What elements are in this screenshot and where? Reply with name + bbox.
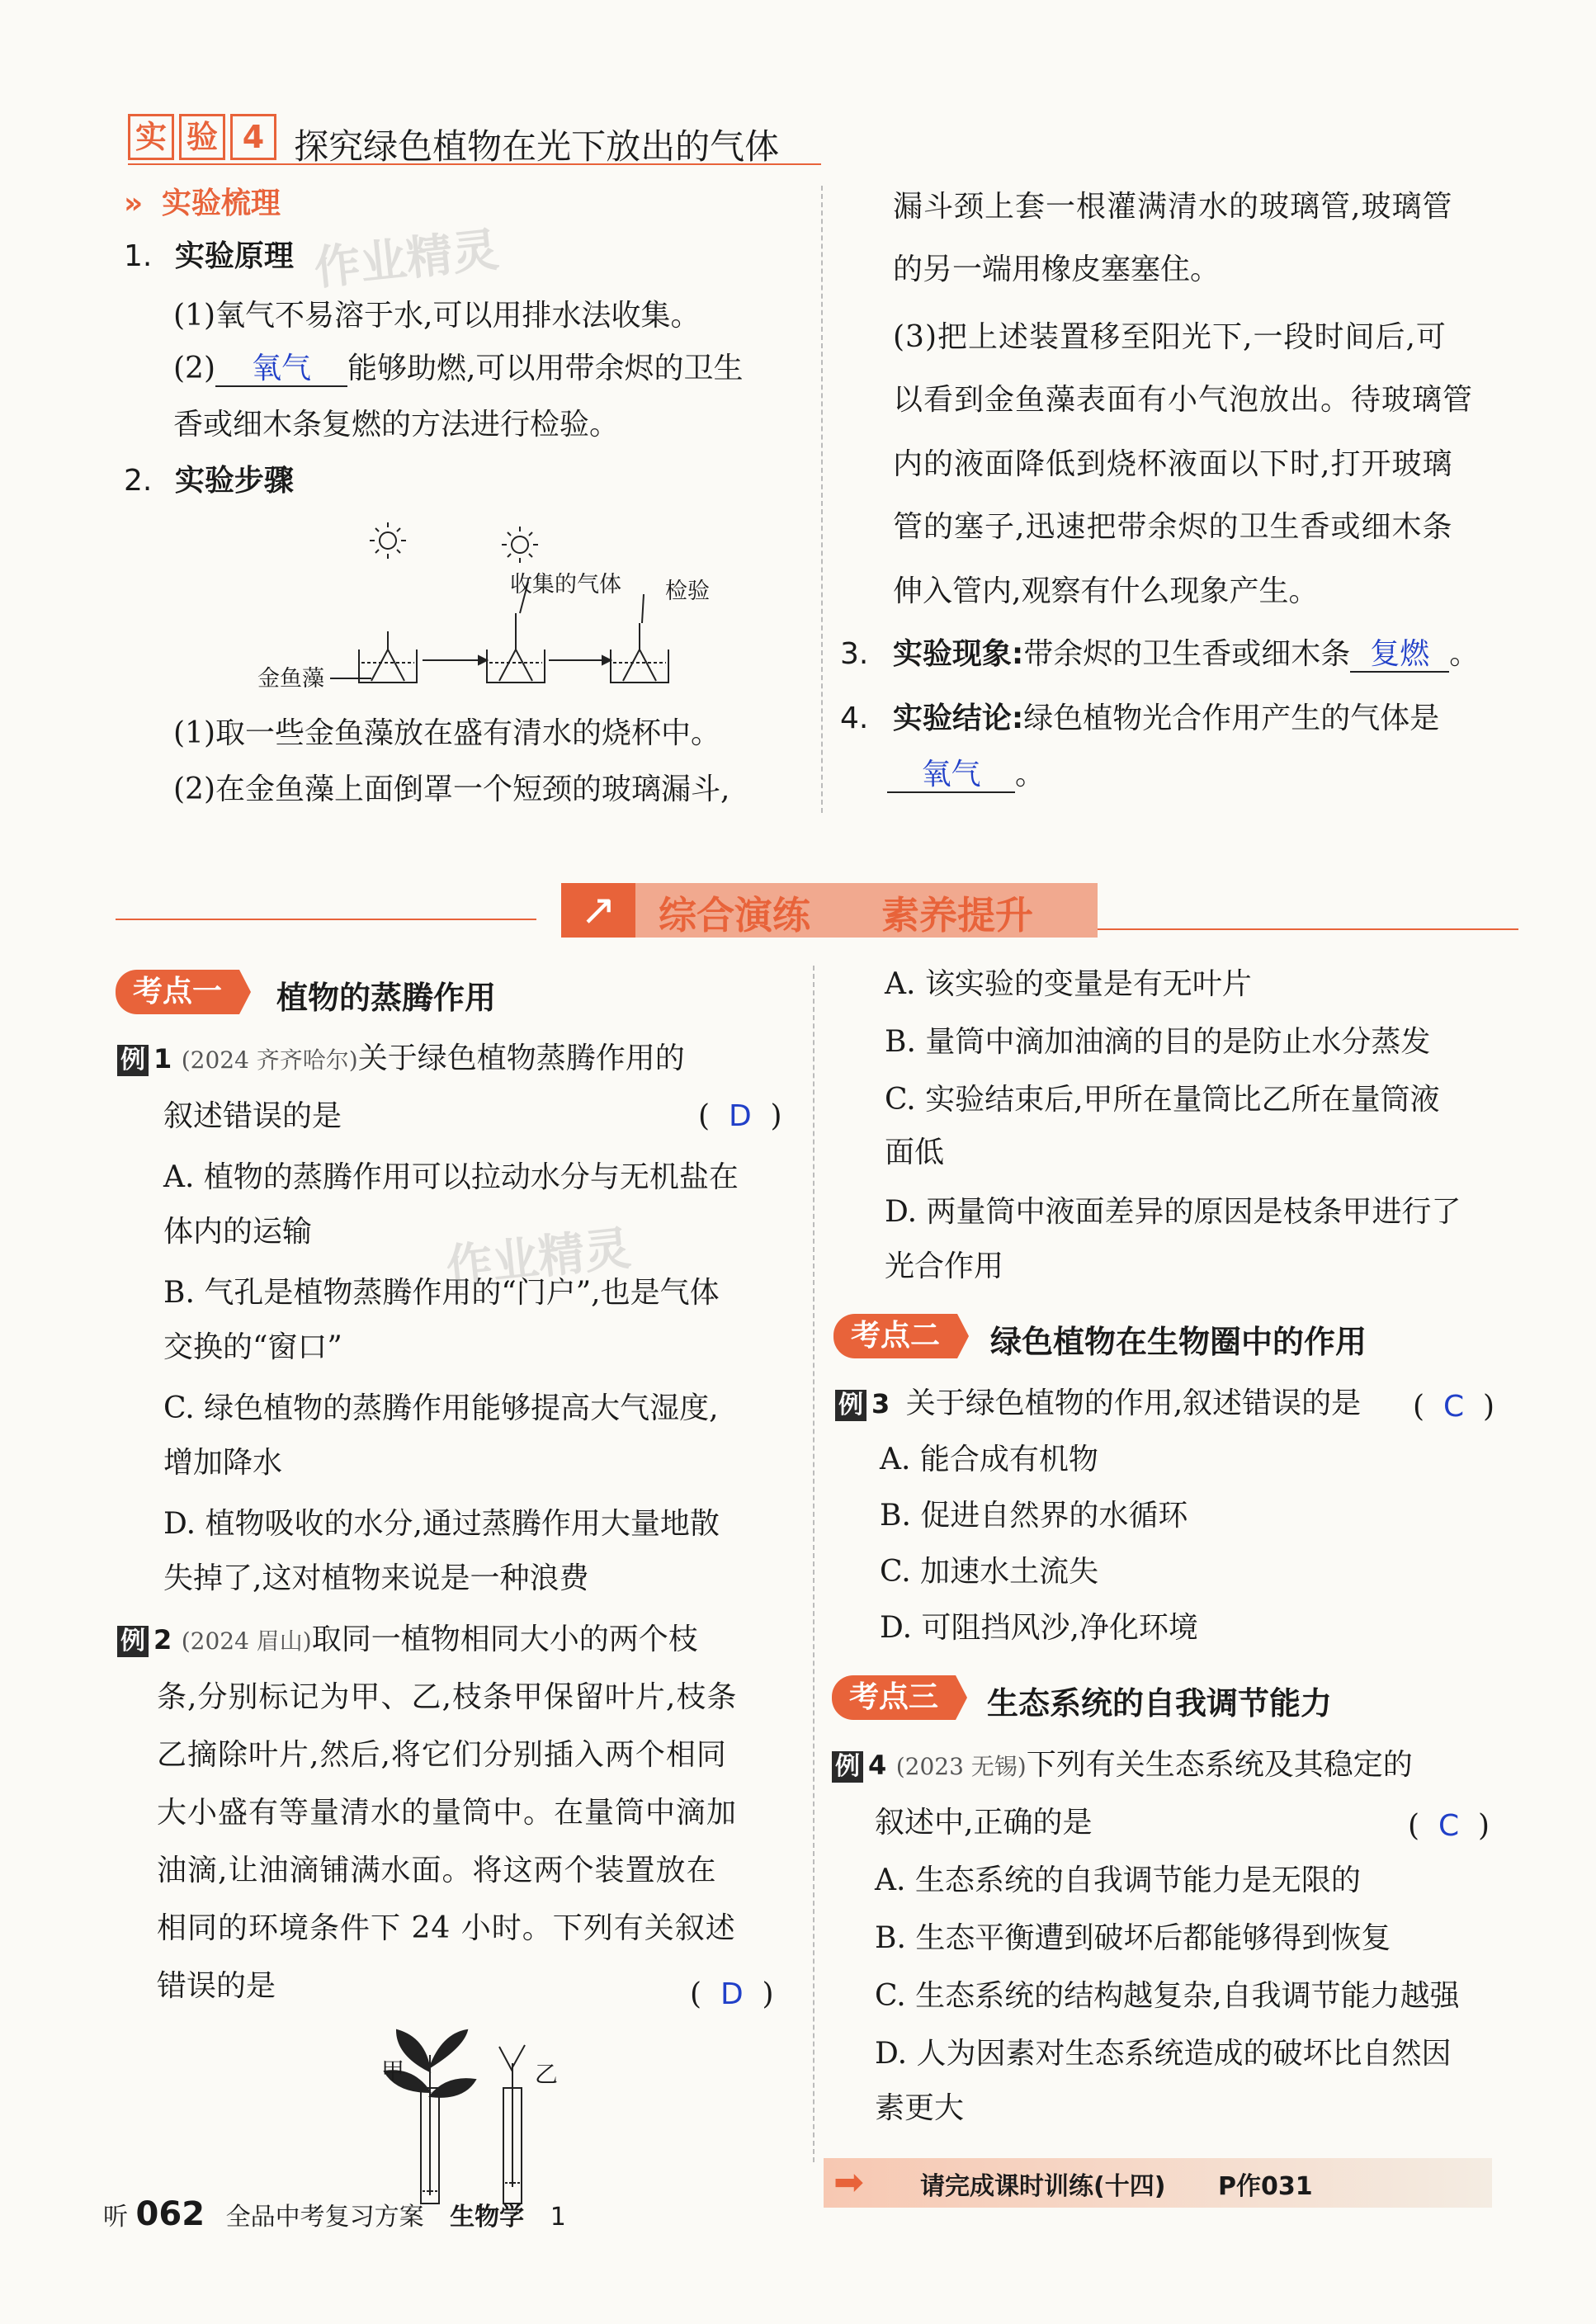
volume: 1 [550,2203,566,2232]
step-1: (1)取一些金鱼藻放在盛有清水的烧杯中。 [173,716,720,750]
item1-heading: 1. 实验原理 [124,239,294,273]
item4-answer: 氧气 。 [887,758,1045,793]
principle-line-1: (1)氧气不易溶于水,可以用排水法收集。 [173,299,701,333]
kp3-tag: 考点三 [832,1675,956,1720]
item4: 4. 实验结论:绿色植物光合作用产生的气体是 [840,701,1440,735]
principle-line-3: 香或细木条复燃的方法进行检验。 [173,408,620,442]
ex2-option-c-cont: 面低 [885,1136,945,1169]
ex1-answer-bracket: ( D ) [698,1099,782,1133]
kp2-title: 绿色植物在生物圈中的作用 [990,1324,1367,1360]
ex2-stem-line-1: 例 2 (2024 眉山)取同一植物相同大小的两个枝 [117,1623,698,1657]
ex2-stem-line-4: 大小盛有等量清水的量筒中。在量筒中滴加 [157,1796,738,1830]
ex4-option-d: D. 人为因素对生态系统造成的破坏比自然因 [875,2037,1452,2071]
ex1-option-d-cont: 失掉了,这对植物来说是一种浪费 [163,1561,589,1595]
banner-title-right: 素养提升 [881,893,1033,938]
ex3-option-b: B. 促进自然界的水循环 [880,1499,1188,1533]
ex2-label: 例 [117,1626,149,1657]
ex4-stem-line-2: 叙述中,正确的是 [875,1806,1093,1840]
ex2-figure-label-a: 甲 [381,2057,405,2085]
ex2-answer-bracket: ( D ) [690,1977,774,2011]
step-2: (2)在金鱼藻上面倒罩一个短颈的玻璃漏斗, [173,772,730,806]
arrow-right-icon: ➡ [833,2161,864,2204]
banner-title-left: 综合演练 [659,893,810,938]
sun-icon [502,527,538,563]
step-3-line-3: 内的液面降低到烧杯液面以下时,打开玻璃 [893,447,1453,481]
chevron-right-icon: » [124,187,144,220]
ex4-stem-line-1: 例 4 (2023 无锡)下列有关生态系统及其稳定的 [832,1748,1413,1783]
ex1-stem-line-1: 例 1 (2024 齐齐哈尔)关于绿色植物蒸腾作用的 [117,1042,685,1076]
ex3-option-c: C. 加速水土流失 [880,1555,1099,1589]
ex3-label: 例 [835,1390,866,1421]
ex2-stem-line-6: 相同的环境条件下 24 小时。下列有关叙述 [157,1911,736,1945]
watermark: 作业精灵 [311,223,502,296]
ex2-option-b: B. 量筒中滴加油滴的目的是防止水分蒸发 [885,1025,1431,1059]
banner-rule-right [1098,928,1518,930]
item3: 3. 实验现象:带余烬的卫生香或细木条 复燃 。 [840,637,1479,673]
ex4-answer: C [1438,1809,1460,1843]
ex2-stem-line-7: 错误的是 [157,1969,276,2003]
ex3-answer: C [1443,1390,1465,1424]
exp-box-3: 4 [230,114,276,160]
ex1-stem-line-2: 叙述错误的是 [163,1099,342,1133]
ex1-option-b: B. 气孔是植物蒸腾作用的“门户”,也是气体 [163,1276,720,1310]
step-3-line-1: (3)把上述装置移至阳光下,一段时间后,可 [893,320,1447,354]
subject: 生物学 [450,2203,525,2232]
ex1-option-a-cont: 体内的运输 [163,1215,313,1249]
kp2-tag: 考点二 [833,1314,957,1358]
ex2-answer: D [720,1977,744,2011]
ex3-option-d: D. 可阻挡风沙,净化环境 [880,1611,1198,1645]
ex1-option-d: D. 植物吸收的水分,通过蒸腾作用大量地散 [163,1507,720,1541]
page-number: 062 [135,2195,205,2233]
ex3-option-a: A. 能合成有机物 [880,1443,1098,1476]
ex3-stem: 例 3 关于绿色植物的作用,叙述错误的是 [835,1386,1361,1421]
ex2-option-d: D. 两量筒中液面差异的原因是枝条甲进行了 [885,1195,1461,1229]
ex4-answer-bracket: ( C ) [1408,1809,1490,1843]
column-divider-top [821,186,823,813]
ex1-option-c-cont: 增加降水 [163,1446,283,1480]
diagram-label-plant: 金鱼藻 [257,666,324,692]
ex3-answer-bracket: ( C ) [1413,1390,1495,1424]
step-2-cont-1: 漏斗颈上套一根灌满清水的玻璃管,玻璃管 [893,190,1453,224]
ex4-source: (2023 无锡) [895,1753,1027,1780]
book-title: 全品中考复习方案 [225,2203,424,2232]
ex4-option-c: C. 生态系统的结构越复杂,自我调节能力越强 [875,1979,1460,2013]
ex2-option-a: A. 该实验的变量是有无叶片 [885,967,1252,1001]
kp3-title: 生态系统的自我调节能力 [987,1685,1333,1722]
step-3-line-2: 以看到金鱼藻表面有小气泡放出。待玻璃管 [893,383,1474,417]
bare-branch-icon [499,2045,525,2204]
arrow-up-right-icon: ↗ [561,883,635,938]
kp1-title: 植物的蒸腾作用 [276,980,497,1016]
ex2-stem-line-5: 油滴,让油滴铺满水面。将这两个装置放在 [157,1854,717,1887]
cta-ref[interactable]: P作031 [1218,2172,1313,2201]
step-2-cont-2: 的另一端用橡皮塞塞住。 [893,253,1221,286]
diagram-label-check: 检验 [665,579,710,604]
ex1-label: 例 [117,1045,149,1076]
ex1-answer: D [728,1099,752,1133]
experiment-header [128,114,779,169]
ex1-source: (2024 齐齐哈尔) [181,1046,358,1074]
ex2-source: (2024 眉山) [181,1627,312,1655]
ex2-stem-line-2: 条,分别标记为甲、乙,枝条甲保留叶片,枝条 [157,1680,738,1714]
section-heading: » 实验梳理 [124,187,281,220]
ex2-figure [363,2022,578,2212]
step-3-line-4: 管的塞子,迅速把带余烬的卫生香或细木条 [893,510,1453,544]
sun-icon [370,522,406,559]
ex4-option-b: B. 生态平衡遭到破坏后都能够得到恢复 [875,1921,1391,1955]
ex2-stem-line-3: 乙摘除叶片,然后,将它们分别插入两个相同 [157,1738,727,1772]
ex4-option-a: A. 生态系统的自我调节能力是无限的 [875,1863,1361,1897]
ex1-option-c: C. 绿色植物的蒸腾作用能够提高大气湿度, [163,1391,719,1425]
principle-line-2: (2) 氧气 能够助燃,可以用带余烬的卫生 [173,352,743,387]
ex2-figure-label-b: 乙 [535,2061,559,2088]
exp-box-2: 验 [179,114,225,160]
ex4-option-d-cont: 素更大 [875,2091,965,2125]
banner-rule-left [116,919,536,920]
column-divider-bottom [813,966,815,2162]
diagram-label-collected-gas: 收集的气体 [510,572,621,598]
watermark: 作业精灵 [443,1221,634,1295]
kp1-tag: 考点一 [116,970,239,1014]
header-rule [128,163,821,165]
ex4-label: 例 [832,1751,863,1783]
cta-text[interactable]: 请完成课时训练(十四) [920,2172,1166,2201]
experiment-title: 探究绿色植物在光下放出的气体 [294,125,780,167]
ex2-option-d-cont: 光合作用 [885,1249,1004,1283]
step-3-line-5: 伸入管内,观察有什么现象产生。 [893,574,1319,608]
item2-heading: 2. 实验步骤 [124,464,294,498]
exp-box-1: 实 [128,114,174,160]
ex1-option-a: A. 植物的蒸腾作用可以拉动水分与无机盐在 [163,1160,739,1194]
ex2-option-c: C. 实验结束后,甲所在量筒比乙所在量筒液 [885,1083,1440,1117]
footer-page: 听 062 全品中考复习方案 生物学 1 [103,2195,566,2233]
ex1-option-b-cont: 交换的“窗口” [163,1330,342,1364]
